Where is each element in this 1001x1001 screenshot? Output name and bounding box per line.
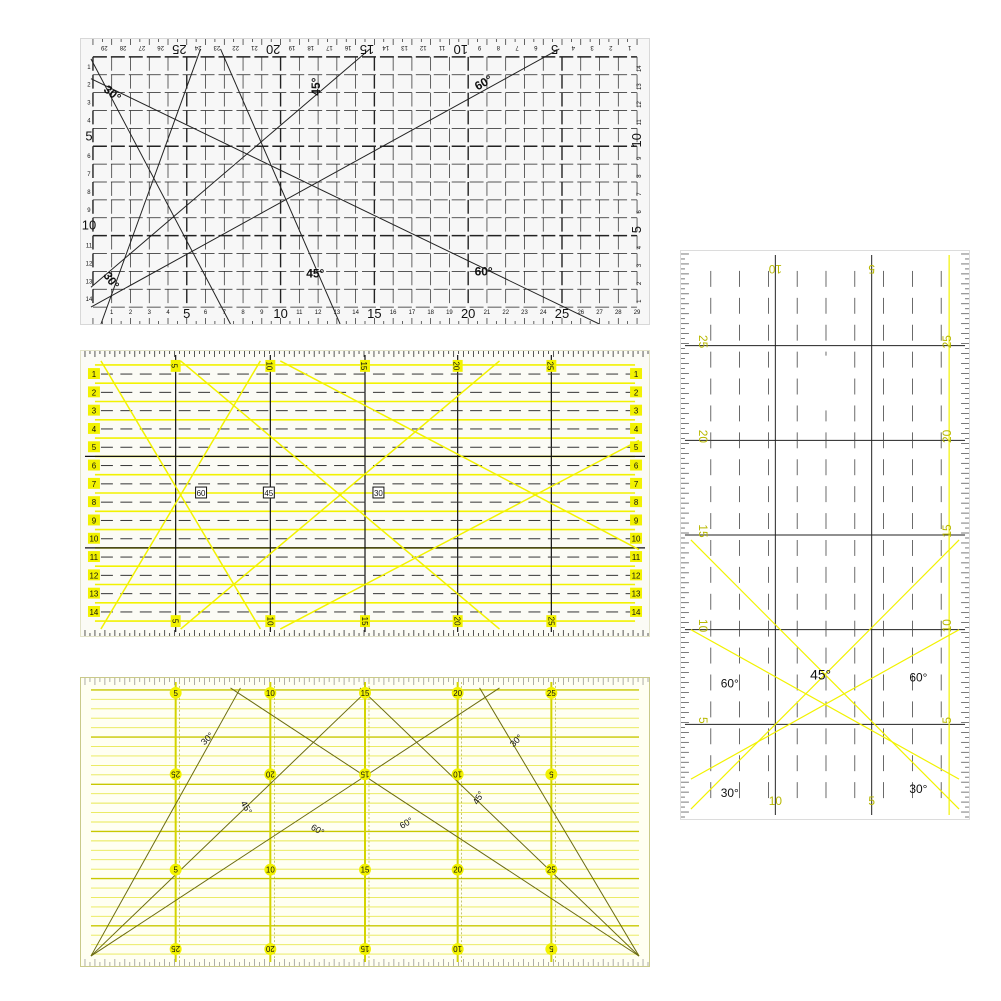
ruler-number: 9 bbox=[477, 43, 482, 50]
ruler-number: 25 bbox=[171, 769, 181, 779]
ruler-number: 5 bbox=[173, 688, 178, 698]
ruler-number: 8 bbox=[637, 174, 644, 178]
ruler-number: 10 bbox=[695, 619, 710, 633]
angle-label: 30° bbox=[720, 786, 739, 801]
ruler-number: 1 bbox=[110, 310, 114, 317]
ruler-number: 20 bbox=[265, 944, 275, 954]
ruler-number: 2 bbox=[637, 281, 644, 285]
ruler-number: 10 bbox=[265, 688, 275, 698]
ruler-number: 15 bbox=[360, 688, 370, 698]
ruler-number: 13 bbox=[401, 43, 408, 50]
ruler-number: 10 bbox=[264, 361, 274, 371]
ruler-number: 6 bbox=[637, 210, 644, 214]
olive-yellow-ruler-drawing bbox=[81, 678, 649, 966]
ruler-number: 1 bbox=[91, 370, 97, 380]
ruler-number: 20 bbox=[451, 361, 461, 371]
ruler-number: 20 bbox=[453, 688, 463, 698]
black-angle-lines bbox=[91, 49, 599, 324]
ruler-number: 10 bbox=[81, 217, 97, 233]
ruler-number: 8 bbox=[91, 498, 97, 508]
ruler-number: 7 bbox=[91, 479, 97, 489]
ruler-number: 26 bbox=[577, 310, 585, 317]
angle-label: 30° bbox=[909, 782, 928, 797]
ruler-number: 25 bbox=[545, 361, 555, 371]
vertical-ruler-drawing bbox=[681, 251, 969, 819]
ruler-number: 20 bbox=[265, 41, 281, 57]
ruler-number: 14 bbox=[352, 310, 359, 317]
ruler-number: 14 bbox=[85, 297, 93, 304]
ruler-number: 25 bbox=[695, 335, 710, 349]
ruler-number: 4 bbox=[637, 245, 644, 250]
ruler-number: 19 bbox=[288, 43, 296, 50]
ruler-number: 5 bbox=[868, 261, 875, 276]
ruler-number: 5 bbox=[169, 363, 179, 369]
ruler-number: 24 bbox=[194, 43, 202, 50]
ruler-number: 8 bbox=[87, 189, 91, 196]
angle-label: 45° bbox=[309, 77, 324, 96]
ruler-number: 4 bbox=[571, 43, 576, 50]
ruler-number: 13 bbox=[85, 279, 93, 286]
ruler-number: 14 bbox=[89, 607, 99, 617]
ruler-number: 2 bbox=[633, 388, 639, 398]
ruler-number: 4 bbox=[91, 424, 97, 434]
ruler-number: 26 bbox=[157, 43, 164, 50]
black-grid-lines bbox=[93, 57, 637, 307]
ruler-number: 11 bbox=[438, 43, 446, 50]
ruler-number: 29 bbox=[101, 43, 108, 50]
ruler-number: 11 bbox=[85, 243, 93, 250]
angle-label: 45 bbox=[264, 488, 274, 498]
angle-label: 60° bbox=[909, 670, 928, 685]
ruler-number: 5 bbox=[940, 717, 955, 724]
ruler-number: 10 bbox=[453, 944, 463, 954]
ruler-number: 12 bbox=[419, 43, 427, 50]
ruler-number: 20 bbox=[453, 865, 463, 875]
ruler-number: 10 bbox=[768, 261, 782, 276]
ruler-number: 12 bbox=[631, 571, 641, 581]
angle-label: 60° bbox=[474, 264, 493, 279]
angle-label: 30° bbox=[100, 82, 124, 105]
ruler-number: 10 bbox=[273, 306, 288, 322]
ruler-number: 10 bbox=[89, 534, 99, 544]
ruler-number: 24 bbox=[539, 310, 547, 317]
olive-grid-lines bbox=[85, 678, 648, 966]
ruler-number: 1 bbox=[87, 64, 91, 71]
ruler-number: 25 bbox=[546, 865, 556, 875]
ruler-number: 22 bbox=[502, 310, 510, 317]
ruler-number: 25 bbox=[546, 616, 556, 626]
ruler-number: 23 bbox=[521, 310, 528, 317]
ruler-number: 11 bbox=[637, 119, 644, 126]
ruler-number: 10 bbox=[265, 865, 275, 875]
ruler-number: 20 bbox=[265, 769, 275, 779]
ruler-number: 2 bbox=[87, 82, 91, 89]
ruler-number: 20 bbox=[940, 429, 955, 443]
angle-label: 60° bbox=[309, 822, 326, 838]
ruler-number: 12 bbox=[85, 261, 93, 268]
olive-yellow-ruler bbox=[80, 677, 650, 967]
black-grid-ruler-drawing bbox=[81, 39, 649, 324]
ruler-number: 9 bbox=[637, 156, 644, 160]
ruler-number: 9 bbox=[260, 310, 264, 317]
ruler-number: 25 bbox=[546, 688, 556, 698]
ruler-number: 4 bbox=[87, 118, 91, 125]
ruler-number: 20 bbox=[695, 429, 710, 443]
ruler-number: 14 bbox=[637, 65, 644, 73]
ruler-number: 13 bbox=[631, 589, 641, 599]
ruler-number: 4 bbox=[633, 424, 639, 434]
ruler-number: 13 bbox=[333, 310, 341, 317]
ruler-number: 5 bbox=[549, 944, 554, 954]
ruler-number: 7 bbox=[222, 310, 226, 317]
ruler-number: 4 bbox=[166, 310, 170, 317]
ruler-number: 2 bbox=[128, 310, 133, 317]
ruler-number: 7 bbox=[515, 43, 519, 50]
ruler-number: 28 bbox=[614, 310, 622, 317]
ruler-number: 5 bbox=[551, 41, 559, 57]
angle-label: 60° bbox=[720, 676, 739, 691]
vertical-grid-lines bbox=[681, 254, 969, 817]
black-ruler-ticks bbox=[93, 39, 637, 324]
ruler-number: 6 bbox=[203, 310, 208, 317]
ruler-number: 12 bbox=[89, 571, 99, 581]
ruler-number: 3 bbox=[633, 406, 639, 416]
ruler-number: 2 bbox=[609, 43, 613, 50]
ruler-number: 5 bbox=[170, 618, 180, 624]
ruler-number: 14 bbox=[631, 607, 641, 617]
ruler-number: 15 bbox=[359, 361, 369, 371]
ruler-number: 16 bbox=[389, 310, 397, 317]
ruler-number: 27 bbox=[138, 43, 146, 50]
ruler-number: 7 bbox=[637, 192, 644, 196]
vertical-ruler bbox=[680, 250, 970, 820]
ruler-number: 25 bbox=[940, 335, 955, 349]
ruler-number: 27 bbox=[596, 310, 603, 317]
ruler-number: 5 bbox=[85, 128, 93, 144]
ruler-number: 22 bbox=[232, 43, 239, 50]
ruler-number: 9 bbox=[87, 207, 91, 214]
ruler-number: 1 bbox=[633, 370, 639, 380]
ruler-number: 29 bbox=[633, 310, 641, 317]
ruler-number: 11 bbox=[89, 553, 99, 563]
ruler-number: 10 bbox=[631, 534, 641, 544]
ruler-number: 10 bbox=[453, 41, 469, 57]
ruler-number: 10 bbox=[629, 133, 645, 148]
ruler-number: 8 bbox=[496, 43, 500, 50]
yellow-line-ruler bbox=[80, 350, 650, 637]
blank-window bbox=[798, 356, 850, 411]
ruler-number: 11 bbox=[631, 553, 641, 563]
ruler-number: 5 bbox=[91, 443, 97, 453]
angle-label: 45° bbox=[470, 789, 487, 807]
ruler-number: 10 bbox=[768, 794, 782, 809]
ruler-number: 12 bbox=[314, 310, 322, 317]
ruler-number: 28 bbox=[119, 43, 127, 50]
ruler-number: 10 bbox=[265, 616, 275, 626]
ruler-number: 1 bbox=[637, 299, 644, 303]
ruler-number: 3 bbox=[637, 263, 644, 268]
ruler-number: 8 bbox=[633, 498, 639, 508]
ruler-number: 17 bbox=[326, 43, 333, 50]
ruler-number: 25 bbox=[554, 306, 570, 322]
ruler-number: 15 bbox=[695, 524, 710, 538]
ruler-number: 5 bbox=[629, 226, 645, 234]
ruler-number: 15 bbox=[360, 769, 370, 779]
ruler-number: 20 bbox=[452, 616, 462, 626]
ruler-number: 15 bbox=[360, 865, 370, 875]
ruler-number: 11 bbox=[296, 310, 303, 317]
ruler-number: 10 bbox=[453, 769, 463, 779]
ruler-number: 7 bbox=[633, 479, 639, 489]
ruler-number: 5 bbox=[633, 443, 639, 453]
ruler-number: 5 bbox=[173, 865, 178, 875]
ruler-number: 6 bbox=[534, 43, 538, 50]
angle-label: 45° bbox=[306, 266, 325, 281]
ruler-number: 16 bbox=[344, 43, 352, 50]
ruler-number: 18 bbox=[307, 43, 315, 50]
ruler-number: 13 bbox=[89, 589, 99, 599]
angle-label: 30° bbox=[198, 730, 216, 747]
ruler-number: 13 bbox=[637, 83, 644, 90]
angle-label: 60 bbox=[196, 488, 206, 498]
ruler-number: 18 bbox=[427, 310, 434, 317]
ruler-number: 5 bbox=[549, 769, 554, 779]
ruler-number: 5 bbox=[695, 717, 710, 724]
ruler-number: 6 bbox=[91, 461, 97, 471]
ruler-number: 9 bbox=[633, 516, 639, 526]
ruler-number: 14 bbox=[382, 43, 390, 50]
ruler-number: 15 bbox=[360, 944, 370, 954]
ruler-number: 6 bbox=[633, 461, 639, 471]
ruler-number: 10 bbox=[940, 619, 955, 633]
ruler-number: 15 bbox=[367, 306, 382, 322]
ruler-number: 2 bbox=[91, 388, 97, 398]
angle-label: 30° bbox=[100, 269, 123, 292]
ruler-number: 3 bbox=[87, 100, 91, 107]
ruler-number: 8 bbox=[241, 310, 245, 317]
ruler-number: 3 bbox=[91, 406, 97, 416]
ruler-number: 23 bbox=[213, 43, 221, 50]
yellow-line-ruler-drawing bbox=[81, 351, 649, 636]
angle-label: 30° bbox=[507, 732, 525, 749]
ruler-number: 5 bbox=[183, 306, 191, 322]
angle-label: 60° bbox=[472, 72, 495, 94]
ruler-number: 6 bbox=[87, 154, 91, 161]
ruler-number: 15 bbox=[940, 524, 955, 538]
ruler-number: 9 bbox=[91, 516, 97, 526]
angle-label: 60° bbox=[397, 815, 415, 831]
ruler-number: 3 bbox=[147, 310, 151, 317]
ruler-number: 15 bbox=[360, 616, 370, 626]
ruler-number: 21 bbox=[483, 310, 491, 317]
ruler-number: 3 bbox=[590, 43, 594, 50]
angle-label: 30 bbox=[373, 488, 383, 498]
ruler-number: 21 bbox=[251, 43, 258, 50]
angle-label: 45° bbox=[810, 666, 832, 683]
ruler-number: 12 bbox=[637, 101, 644, 108]
ruler-number: 7 bbox=[87, 172, 91, 179]
yellow-grid-lines bbox=[85, 355, 645, 632]
ruler-number: 19 bbox=[446, 310, 453, 317]
ruler-number: 1 bbox=[627, 43, 632, 50]
ruler-number: 20 bbox=[460, 306, 476, 322]
ruler-number: 25 bbox=[172, 41, 187, 57]
angle-label: 45° bbox=[238, 799, 255, 816]
ruler-number: 5 bbox=[868, 794, 875, 809]
black-grid-ruler bbox=[80, 38, 650, 325]
ruler-number: 15 bbox=[359, 41, 375, 57]
black-ruler-labels bbox=[82, 42, 644, 321]
ruler-number: 25 bbox=[171, 944, 181, 954]
ruler-number: 17 bbox=[408, 310, 416, 317]
